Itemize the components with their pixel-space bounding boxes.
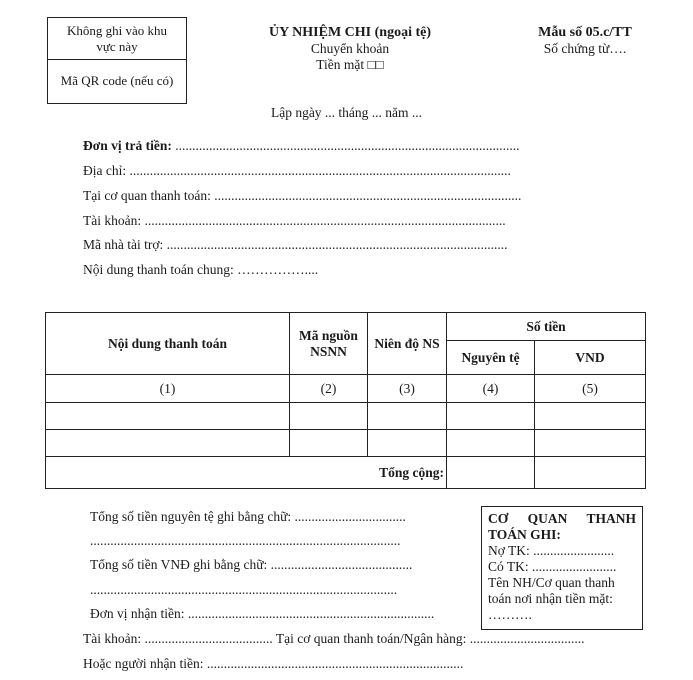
form-title: ỦY NHIỆM CHI (ngoại tệ) (268, 25, 432, 40)
form-number: Mẫu số 05.c/TT (538, 25, 632, 40)
payment-table (45, 312, 646, 489)
payment-agency-box (481, 506, 643, 630)
agency-field[interactable]: Tại cơ quan thanh toán: ........................................................................................... (83, 188, 522, 203)
account-field[interactable]: Tài khoản: ........................................................................................................... (83, 213, 506, 228)
table-row (46, 403, 646, 430)
total-row (46, 457, 646, 489)
no-write-text-line2: vực này (96, 39, 138, 54)
table-cell[interactable] (447, 403, 535, 430)
index-cell: (3) (368, 375, 447, 403)
table-cell[interactable] (46, 430, 290, 457)
table-cell[interactable] (535, 430, 646, 457)
header-year: Niên độ NS (368, 313, 447, 375)
table-cell[interactable] (368, 403, 447, 430)
address-field[interactable]: Địa chỉ: ................................................................................................................. (83, 163, 511, 178)
total-foreign-cell[interactable] (447, 457, 535, 489)
foreign-words-field[interactable]: Tổng số tiền nguyên tệ ghi bằng chữ: ................................. (90, 509, 406, 524)
receiver-person-field[interactable]: Hoặc người nhận tiền: ............................................................................ (83, 656, 464, 671)
sponsor-field[interactable]: Mã nhà tài trợ: ..................................................................................................... (83, 237, 508, 252)
table-row (46, 430, 646, 457)
payer-field-text: Đơn vị trả tiền: ...................................................................................................... (83, 138, 520, 153)
document-number: Số chứng từ…. (543, 41, 627, 56)
table-cell[interactable] (368, 430, 447, 457)
content-field[interactable]: Nội dung thanh toán chung: …………….... (83, 262, 319, 277)
header-content: Nội dung thanh toán (46, 313, 290, 375)
form-number-block (510, 25, 660, 57)
header-amount: Số tiền (447, 313, 646, 341)
no-write-zone-cell (48, 18, 186, 60)
debit-account-field[interactable]: Nợ TK: ........................ (488, 543, 615, 558)
no-write-text-line1: Không ghi vào khu (66, 23, 168, 38)
payer-field[interactable] (83, 138, 519, 154)
vnd-words-dots[interactable]: ........................................................................................... (90, 582, 398, 597)
credit-account-field[interactable]: Có TK: ......................... (488, 559, 617, 574)
qr-code-cell: Mã QR code (nếu có) (60, 73, 174, 88)
header-source: Mã nguồn NSNN (290, 313, 368, 375)
transfer-option: Chuyển khoản (310, 41, 390, 56)
cash-bank-field[interactable]: ………. (488, 607, 532, 622)
foreign-words-dots[interactable]: ............................................................................................ (90, 533, 401, 548)
cash-bank-label-line1: Tên NH/Cơ quan thanh (488, 575, 615, 590)
total-vnd-cell[interactable] (535, 457, 646, 489)
table-cell[interactable] (46, 403, 290, 430)
agency-box-title-line2: TOÁN GHI: (488, 527, 561, 542)
header-vnd: VND (535, 341, 646, 375)
header-foreign: Nguyên tệ (447, 341, 535, 375)
table-cell[interactable] (290, 403, 368, 430)
date-line: Lập ngày ... tháng ... năm ... (270, 105, 423, 120)
form-title-block (205, 25, 495, 73)
receiver-account-field[interactable]: Tài khoản: ...................................... Tại cơ quan thanh toán/Ngân hàng: .................................. (83, 631, 585, 646)
receiver-field[interactable]: Đơn vị nhận tiền: ......................................................................... (90, 606, 435, 621)
total-label: Tổng cộng: (46, 457, 447, 489)
vnd-words-field[interactable]: Tổng số tiền VNĐ ghi bằng chữ: .......................................... (90, 557, 413, 572)
index-cell: (1) (46, 375, 290, 403)
no-write-zone-box (47, 17, 187, 104)
index-cell: (2) (290, 375, 368, 403)
index-cell: (5) (535, 375, 646, 403)
cash-bank-label-line2: toán nơi nhận tiền mặt: (488, 591, 613, 606)
cash-option: Tiền mặt □□ (316, 57, 384, 72)
index-cell: (4) (447, 375, 535, 403)
table-cell[interactable] (535, 403, 646, 430)
table-cell[interactable] (447, 430, 535, 457)
table-cell[interactable] (290, 430, 368, 457)
agency-box-title-line1: CƠ QUAN THANH (488, 511, 636, 526)
